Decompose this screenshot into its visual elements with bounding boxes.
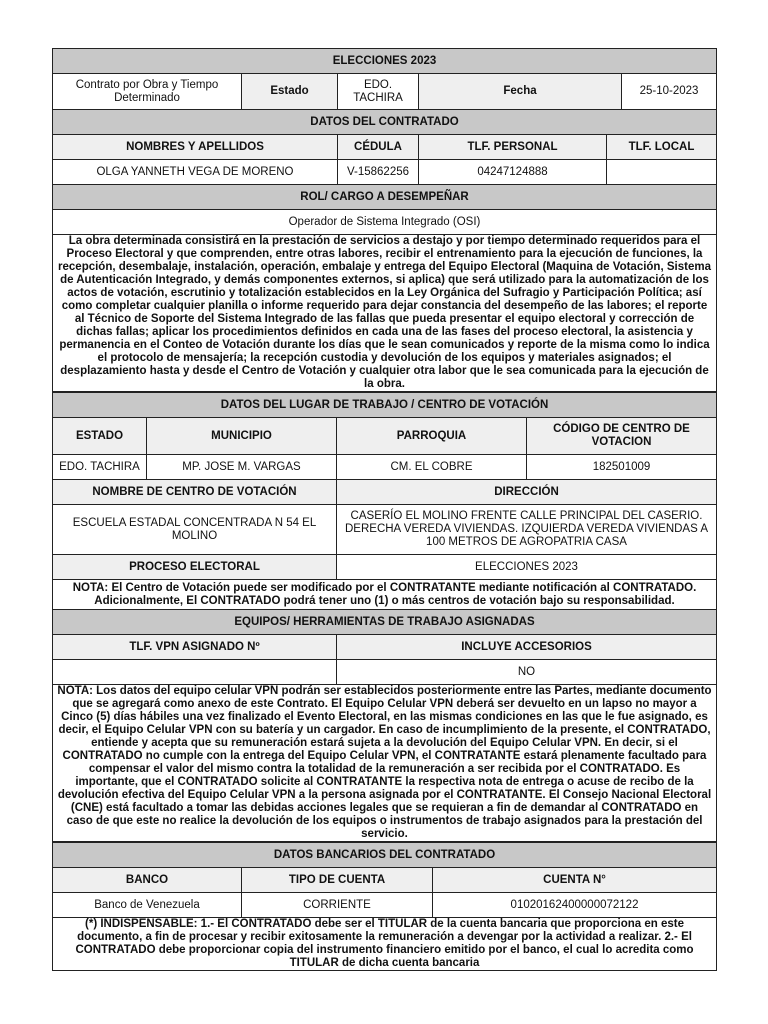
tlf-local-header: TLF. LOCAL	[607, 135, 717, 160]
rol-description: La obra determinada consistirá en la prestación de servicios a destajo y por tiempo determinado requeridos para el Proceso Electoral y que comprenden, entre otras labores, recibir el entrenamiento para la ejecución de funciones, la recepción, desembalaje, instalación, operación, embalaje y entrega del Equipo Electoral (Maquina de Votación, Sistema de Autenticación Integrado, y demás componentes externos, si aplica) que será utilizado para la automatización de los actos de votación, escrutinio y totalización establecidos en la Ley Orgánica del Sufragio y Participación Política; así como completar cualquier planilla o informe requerido para dejar constancia del desempeño de las labores; el reporte al Técnico de Soporte del Sistema Integrado de las fallas que pueda presentar el equipo electoral y corrección de dichas fallas; aplicar los procedimientos definidos en cada una de las fases del proceso electoral, la asistencia y permanencia en el Conteo de Votación durante los días que le sean comunicados y reporte de la misma como lo indica el protocolo de mensajería; la recepción custodia y devolución de los equipos y materiales asignados; el desplazamiento hasta y desde el Centro de Votación y cualquier otra labor que le sea comunicada para la ejecución de la obra.	[53, 235, 717, 392]
centro-nota: NOTA: El Centro de Votación puede ser modificado por el CONTRATANTE mediante notificación al CONTRATADO. Adicionalmente, El CONTRATADO podrá tener uno (1) o más centros de votación bajo su responsabilidad.	[53, 580, 717, 610]
codigo-centro-header: CÓDIGO DE CENTRO DE VOTACION	[527, 418, 717, 455]
cuenta-header: CUENTA N°	[433, 868, 717, 893]
parroquia-value: CM. EL COBRE	[337, 455, 527, 480]
lugar-estado-value: EDO. TACHIRA	[53, 455, 147, 480]
tlf-local-value	[607, 160, 717, 185]
tlf-personal-value: 04247124888	[419, 160, 607, 185]
accesorios-value: NO	[337, 660, 717, 685]
banco-value: Banco de Venezuela	[53, 893, 242, 918]
rol-section-title: ROL/ CARGO A DESEMPEÑAR	[53, 185, 717, 210]
parroquia-header: PARROQUIA	[337, 418, 527, 455]
workplace-table	[52, 392, 717, 842]
cedula-value: V-15862256	[338, 160, 419, 185]
vpn-value	[53, 660, 337, 685]
cuenta-value: 01020162400000072122	[433, 893, 717, 918]
tlf-personal-header: TLF. PERSONAL	[419, 135, 607, 160]
rol-value: Operador de Sistema Integrado (OSI)	[53, 210, 717, 235]
bancarios-section-title: DATOS BANCARIOS DEL CONTRATADO	[53, 843, 717, 868]
fecha-value: 25-10-2023	[622, 74, 717, 110]
lugar-section-title: DATOS DEL LUGAR DE TRABAJO / CENTRO DE VOTACIÓN	[53, 393, 717, 418]
vpn-label: TLF. VPN ASIGNADO Nº	[53, 635, 337, 660]
codigo-centro-value: 182501009	[527, 455, 717, 480]
equipos-section-title: EQUIPOS/ HERRAMIENTAS DE TRABAJO ASIGNADAS	[53, 610, 717, 635]
direccion-label: DIRECCIÓN	[337, 480, 717, 505]
cedula-header: CÉDULA	[338, 135, 419, 160]
nombres-header: NOMBRES Y APELLIDOS	[53, 135, 338, 160]
accesorios-label: INCLUYE ACCESORIOS	[337, 635, 717, 660]
lugar-estado-header: ESTADO	[53, 418, 147, 455]
proceso-label: PROCESO ELECTORAL	[53, 555, 337, 580]
estado-value: EDO. TACHIRA	[338, 74, 419, 110]
equipos-nota: NOTA: Los datos del equipo celular VPN podrán ser establecidos posteriormente entre las Partes, mediante documento que se agregará como anexo de este Contrato. El Equipo Celular VPN deberá ser devuelto en un lapso no mayor a Cinco (5) días hábiles una vez finalizado el Evento Electoral, en las mismas condiciones en las que le fue asignado, es decir, el Equipo Celular VPN con su batería y un cargador. En caso de incumplimiento de la presente, el CONTRATADO, entiende y acepta que su remuneración estará sujeta a la devolución del Equipo Celular VPN. En decir, si el CONTRATADO no cumple con la entrega del Equipo Celular VPN, el CONTRATANTE estará plenamente facultado para compensar el valor del mismo contra la totalidad de la remuneración a ser recibida por el CONTRATADO. Es importante, que el CONTRATADO solicite al CONTRATANTE la respectiva nota de entrega o acuse de recibo de la devolución efectiva del Equipo Celular VPN a la persona asignada por el CONTRATANTE. El Consejo Nacional Electoral (CNE) está facultado a tomar las debidas acciones legales que se requieran a fin de demandar al CONTRATADO en caso de que este no realice la devolución de los equipos o instrumentos de trabajo asignados para la prestación del servicio.	[53, 685, 717, 842]
centro-label: NOMBRE DE CENTRO DE VOTACIÓN	[53, 480, 337, 505]
estado-label: Estado	[242, 74, 338, 110]
fecha-label: Fecha	[419, 74, 622, 110]
direccion-value: CASERÍO EL MOLINO FRENTE CALLE PRINCIPAL DEL CASERIO. DERECHA VEREDA VIVIENDAS. IZQUIERDA VEREDA VIVIENDAS A 100 METROS DE AGROPATRIA CASA	[337, 505, 717, 555]
municipio-header: MUNICIPIO	[147, 418, 337, 455]
contratado-section-title: DATOS DEL CONTRATADO	[53, 110, 717, 135]
centro-value: ESCUELA ESTADAL CONCENTRADA N 54 EL MOLINO	[53, 505, 337, 555]
bancarios-nota: (*) INDISPENSABLE: 1.- El CONTRATADO debe ser el TITULAR de la cuenta bancaria que proporciona en este documento, a fin de procesar y recibir exitosamente la remuneración a devengar por la actividad a realizar. 2.- El CONTRATADO debe proporcionar copia del instrumento financiero emitido por el banco, el cual lo acredita como TITULAR de dicha cuenta bancaria	[53, 918, 717, 971]
bank-table	[52, 842, 717, 971]
proceso-value: ELECCIONES 2023	[337, 555, 717, 580]
elections-title: ELECCIONES 2023	[53, 49, 717, 74]
tipo-cuenta-header: TIPO DE CUENTA	[242, 868, 433, 893]
contract-form	[52, 48, 716, 971]
contract-type: Contrato por Obra y Tiempo Determinado	[53, 74, 242, 110]
nombres-value: OLGA YANNETH VEGA DE MORENO	[53, 160, 338, 185]
tipo-cuenta-value: CORRIENTE	[242, 893, 433, 918]
banco-header: BANCO	[53, 868, 242, 893]
municipio-value: MP. JOSE M. VARGAS	[147, 455, 337, 480]
contract-header-table	[52, 48, 717, 392]
